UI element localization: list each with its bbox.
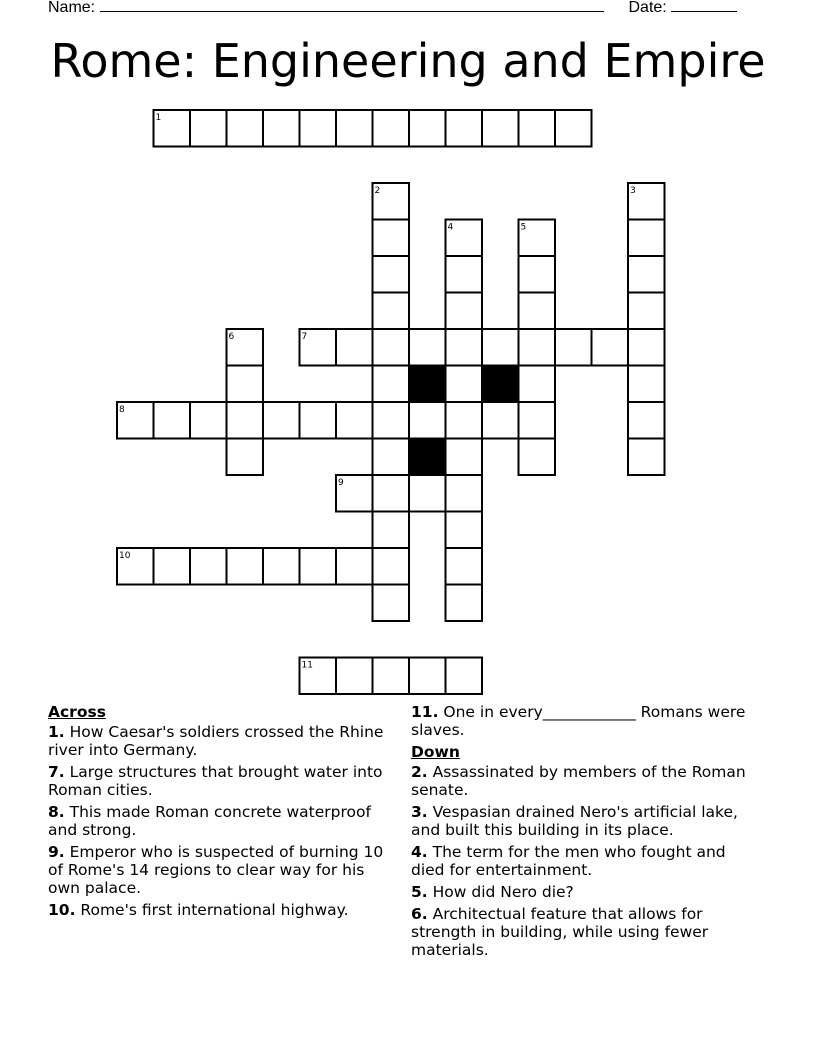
grid-cell[interactable] bbox=[373, 439, 410, 476]
grid-cell[interactable] bbox=[446, 256, 483, 293]
grid-cell[interactable] bbox=[446, 475, 483, 512]
grid-cell[interactable] bbox=[409, 658, 446, 695]
clue-across-8: 8. This made Roman concrete waterproof and strong. bbox=[48, 803, 371, 839]
grid-cell[interactable] bbox=[446, 402, 483, 439]
grid-cell[interactable] bbox=[482, 110, 519, 147]
clue-number: 11 bbox=[301, 660, 313, 671]
clue-down-4: 4. The term for the men who fought and died for entertainment. bbox=[411, 843, 726, 879]
grid-cell[interactable] bbox=[519, 439, 556, 476]
grid-cell[interactable] bbox=[446, 439, 483, 476]
grid-cell[interactable] bbox=[373, 220, 410, 257]
grid-cell[interactable] bbox=[373, 293, 410, 330]
grid-cell[interactable] bbox=[190, 548, 227, 585]
grid-cell[interactable] bbox=[555, 329, 592, 366]
clue-across-11: 11. One in every____________ Romans were slaves. bbox=[411, 703, 746, 739]
grid-cell[interactable] bbox=[227, 110, 264, 147]
grid-cell[interactable] bbox=[592, 329, 629, 366]
grid-cell[interactable] bbox=[555, 110, 592, 147]
grid-cell[interactable] bbox=[373, 329, 410, 366]
grid-cell[interactable] bbox=[227, 402, 264, 439]
page-title: Rome: Engineering and Empire bbox=[50, 34, 766, 88]
clue-number: 8 bbox=[119, 405, 125, 415]
black-cell bbox=[409, 366, 446, 403]
down-heading: Down bbox=[411, 743, 460, 761]
clue-number: 2 bbox=[374, 186, 381, 196]
clue-across-1: 1. How Caesar's soldiers crossed the Rhine river into Germany. bbox=[48, 723, 384, 759]
grid-cell[interactable] bbox=[336, 110, 373, 147]
date-label: Date: bbox=[628, 0, 667, 16]
clue-down-6: 6. Architectual feature that allows for strength in building, while using fewer materials. bbox=[411, 905, 709, 959]
grid-cell[interactable] bbox=[628, 220, 665, 257]
grid-cell[interactable] bbox=[446, 366, 483, 403]
grid-cell[interactable] bbox=[373, 548, 410, 585]
grid-cell[interactable] bbox=[409, 402, 446, 439]
name-label: Name: bbox=[48, 0, 96, 16]
grid-cell[interactable] bbox=[373, 512, 410, 549]
grid-cell[interactable] bbox=[227, 366, 264, 403]
grid-cell[interactable] bbox=[373, 366, 410, 403]
grid-cell[interactable] bbox=[519, 366, 556, 403]
grid-cell[interactable] bbox=[373, 256, 410, 293]
clue-across-9: 9. Emperor who is suspected of burning 10 of Rome's 14 regions to clear way for his own palace. bbox=[48, 843, 384, 897]
grid-cell[interactable] bbox=[190, 402, 227, 439]
grid-cell[interactable] bbox=[446, 512, 483, 549]
grid-cell[interactable] bbox=[373, 475, 410, 512]
grid-cell[interactable] bbox=[409, 475, 446, 512]
black-cell bbox=[409, 439, 446, 476]
grid-cell[interactable] bbox=[336, 329, 373, 366]
grid-cell[interactable] bbox=[263, 110, 300, 147]
grid-cell[interactable] bbox=[373, 402, 410, 439]
grid-cell[interactable] bbox=[628, 256, 665, 293]
grid-cell[interactable] bbox=[336, 402, 373, 439]
clue-across-10: 10. Rome's first international highway. bbox=[48, 901, 349, 919]
clue-across-7: 7. Large structures that brought water into Roman cities. bbox=[48, 763, 383, 799]
grid-cell[interactable] bbox=[482, 402, 519, 439]
grid-cell[interactable] bbox=[409, 329, 446, 366]
grid-cell[interactable] bbox=[519, 293, 556, 330]
grid-cell[interactable] bbox=[519, 256, 556, 293]
clue-down-3: 3. Vespasian drained Nero's artificial lake, and built this building in its place. bbox=[411, 803, 738, 839]
grid-cell[interactable] bbox=[628, 439, 665, 476]
grid-cell[interactable] bbox=[227, 548, 264, 585]
clue-number: 4 bbox=[447, 222, 454, 233]
clue-number: 9 bbox=[338, 478, 344, 488]
clue-number: 1 bbox=[155, 113, 162, 123]
grid-cell[interactable] bbox=[409, 110, 446, 147]
grid-cell[interactable] bbox=[519, 110, 556, 147]
grid-cell[interactable] bbox=[446, 293, 483, 330]
grid-cell[interactable] bbox=[154, 402, 191, 439]
clue-number: 6 bbox=[228, 332, 235, 342]
grid-cell[interactable] bbox=[628, 402, 665, 439]
grid-cell[interactable] bbox=[446, 110, 483, 147]
grid-cell[interactable] bbox=[263, 402, 300, 439]
grid-cell[interactable] bbox=[300, 548, 337, 585]
grid-cell[interactable] bbox=[519, 329, 556, 366]
clue-number: 10 bbox=[119, 551, 131, 561]
grid-cell[interactable] bbox=[373, 658, 410, 695]
grid-cell[interactable] bbox=[446, 658, 483, 695]
clue-number: 5 bbox=[520, 222, 527, 233]
grid-cell[interactable] bbox=[446, 329, 483, 366]
clues-left-column bbox=[48, 703, 388, 923]
black-cell bbox=[482, 366, 519, 403]
grid-cell[interactable] bbox=[373, 110, 410, 147]
grid-cell[interactable] bbox=[336, 658, 373, 695]
grid-cell[interactable] bbox=[628, 293, 665, 330]
grid-cell[interactable] bbox=[300, 402, 337, 439]
grid-cell[interactable] bbox=[300, 110, 337, 147]
clue-down-2: 2. Assassinated by members of the Roman senate. bbox=[411, 763, 746, 799]
clue-number: 7 bbox=[301, 332, 308, 342]
grid-cell[interactable] bbox=[446, 585, 483, 622]
clue-number: 3 bbox=[630, 186, 636, 196]
grid-cell[interactable] bbox=[482, 329, 519, 366]
clue-down-5: 5. How did Nero die? bbox=[411, 883, 574, 901]
grid-cell[interactable] bbox=[190, 110, 227, 147]
grid-cell[interactable] bbox=[373, 585, 410, 622]
grid-cell[interactable] bbox=[154, 548, 191, 585]
grid-cell[interactable] bbox=[263, 548, 300, 585]
grid-cell[interactable] bbox=[227, 439, 264, 476]
clues-right-column bbox=[411, 703, 756, 963]
grid-cell[interactable] bbox=[446, 548, 483, 585]
grid-cell[interactable] bbox=[628, 329, 665, 366]
grid-cell[interactable] bbox=[519, 402, 556, 439]
grid-cell[interactable] bbox=[628, 366, 665, 403]
across-heading: Across bbox=[48, 703, 106, 721]
grid-cell[interactable] bbox=[336, 548, 373, 585]
